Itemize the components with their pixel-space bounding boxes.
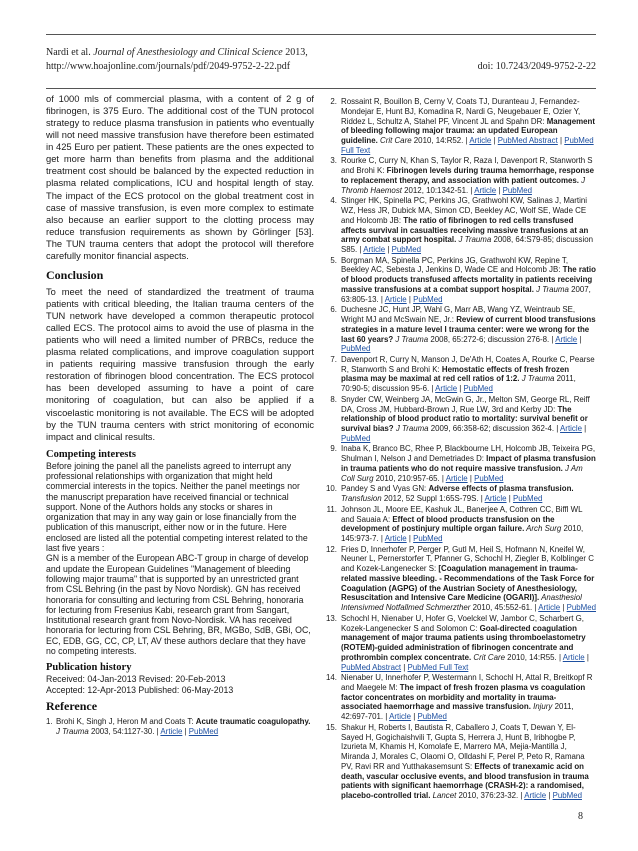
reference-citation: 2009, 66:358-62; discussion 362-4. | <box>428 424 561 434</box>
reference-journal: J Am Coll Surg <box>341 463 583 483</box>
reference-item-14: 14. Nienaber U, Innerhofer P, Westermann I, Schochl H, Attal R, Breitkopf R and Maegele M: The impact of fresh frozen plasma vs coagulation factor concentrates on morbidity and mortality in trauma-associated haemorrhage and massive transfusion. Injury 2011, 42:697-701. | Article | PubMed <box>326 673 593 722</box>
reference-authors: Fries D, Innerhofer P, Perger P, Gutl M, Heil S, Hofmann N, Kneifel W, Neuner L, Pernerstorfer T, Pfanner G, Schochl H, Ziegler B, Kolblinger C and Kozek-Langenecker S: <box>341 544 594 574</box>
reference-authors: Schochl H, Nienaber U, Hofer G, Voelckel W, Jambor C, Scharbert G, Kozek-Langenecker S and Solomon C: <box>341 613 584 633</box>
reference-journal: Anasthesiol Intensivmed Notfallmed Schmerzther <box>341 593 582 613</box>
reference-link-pubmed-full-text[interactable]: PubMed Full Text <box>341 136 594 155</box>
reference-number: 15. <box>326 722 337 732</box>
reference-authors: Johnson JL, Moore EE, Kashuk JL, Banerjee A, Cothren CC, Biffl WL and Sauaia A: <box>341 504 583 524</box>
reference-title: Management of bleeding following major trauma: an updated European guideline. <box>341 116 595 145</box>
reference-link-article[interactable]: Article <box>469 136 492 145</box>
reference-number: 2. <box>330 97 337 106</box>
competing-interests-heading: Competing interests <box>46 448 136 460</box>
page-number: 8 <box>578 811 583 822</box>
reference-journal: J Trauma <box>456 235 492 245</box>
reference-authors: Nienaber U, Innerhofer P, Westermann I, Schochl H, Attal R, Breitkopf R and Maegele M: <box>341 673 593 692</box>
header-url[interactable]: http://www.hoajonline.com/journals/pdf/2049-9752-2-22.pdf <box>46 61 291 72</box>
reference-journal: J Trauma <box>519 374 555 384</box>
reference-title: The relationship of blood product ratio to mortality: survival benefit or survival bias? <box>341 404 588 434</box>
cost-paragraph: of 1000 mls of commercial plasma, with a content of 2 g of fibrinogen, is 375 Euro. The additional cost of the TUN protocol strategy to reduce plasma transfusion in patients who eventually will not need massive transfusion have therefore been estimated in 425 Euro per patient. These patients are the ones expected to get more harm than benefits from plasma and the additional treatment cost should be balanced by the expected reduction in plasma related complications, ICU and hospital length of stay. The impact of the ECS protocol on the global treatment cost in case of massive transfusion, is even more complex to estimate also because an earlier support to the clotting process may reduce transfusion requirements as shown by Görlinger [53]. The TUN trauma centers that adopt the protocol will therefore carefully monitor financial aspects. <box>46 94 314 261</box>
reference-link-article[interactable]: Article <box>484 494 507 504</box>
reference-link-article[interactable]: Article <box>389 712 412 722</box>
reference-link-article[interactable]: Article <box>384 294 407 304</box>
reference-title: Acute traumatic coagulopathy. <box>195 717 311 727</box>
reference-authors: Rourke C, Curry N, Khan S, Taylor R, Raza I, Davenport R, Stanworth S and Brohi K: <box>341 156 593 176</box>
reference-link-article[interactable]: Article <box>445 473 468 483</box>
reference-item-11: 11. Johnson JL, Moore EE, Kashuk JL, Banerjee A, Cothren CC, Biffl WL and Sauaia A: Effect of blood products transfusion on the development of postinjury multiple organ failure. Arch Surg 2010, 145:973-7. | Article | PubMed <box>326 504 584 544</box>
publication-history-heading: Publication history <box>46 662 132 674</box>
reference-citation: 2011, 42:697-701. | <box>341 702 574 722</box>
reference-journal: J Trauma <box>56 727 89 737</box>
reference-authors: Shakur H, Roberts I, Bautista R, Caballero J, Coats T, Dewan Y, El-Sayed H, Gogichaishvili T, Gupta S, Herrera J, Hunt B, Iribhogbe P, Izurieta M, Khamis H, Komolafe E, Marrero MA, Mejia-Mantilla J, Miranda J, Morales C, Olaomi O, Olldashi F, Perel P, Peto R, Ramana PV, Ravi RR and Yutthakasemsunt S: <box>341 722 585 771</box>
reference-link-article[interactable]: Article <box>363 245 386 255</box>
reference-link-pubmed[interactable]: PubMed <box>512 494 543 504</box>
reference-link-article[interactable]: Article <box>555 334 578 344</box>
reference-citation: 2007, 63:805-13. | <box>341 284 591 304</box>
reference-item-13: 13. Schochl H, Nienaber U, Hofer G, Voelckel W, Jambor C, Scharbert G, Kozek-Langenecker S and Solomon C: Goal-directed coagulation management of major trauma patients using thromboelastometry (ROTEM)-guided administration of fibrinogen concentrate and prothrombin complex concentrate. Crit Care 2010, 14:R55. | Article | PubMed Abstract | PubMed Full Text <box>326 613 589 672</box>
reference-authors: Duchesne JC, Hunt JP, Wahl G, Marr AB, Wang YZ, Weintraub SE, Wright MJ and McSwain NE, Jr.: <box>341 305 576 325</box>
publication-history-accepted: Accepted: 12-Apr-2013 Published: 06-May-2013 <box>46 684 234 695</box>
reference-title: Effect of blood products transfusion on the development of postinjury multiple organ failure. <box>341 514 555 534</box>
journal-line <box>46 46 596 60</box>
reference-link-pubmed[interactable]: PubMed <box>502 185 532 195</box>
reference-link-article[interactable]: Article <box>538 603 561 613</box>
reference-title: The ratio of fibrinogen to red cells transfused affects survival in casualties receiving massive transfusions at an army combat support hospital. <box>341 215 589 245</box>
reference-link-pubmed[interactable]: PubMed <box>341 433 371 443</box>
reference-title: [Coagulation management in trauma-related massive bleeding. - Recommendations of the Task Force for Coagulation (AGPG) of the Austrian Society of Anesthesiology, Resuscitation and Intensive Care Medicine (OGARI)]. <box>341 564 595 603</box>
reference-link-article[interactable]: Article <box>160 727 183 737</box>
header-authors: Nardi et al. <box>46 47 91 58</box>
reference-link-pubmed[interactable]: PubMed <box>188 727 219 737</box>
reference-journal: J Thromb Haemost <box>341 175 586 195</box>
reference-citation: 2012, 52 Suppl 1:65S-79S. | <box>381 494 485 504</box>
reference-authors: Stinger HK, Spinella PC, Perkins JG, Grathwohl KW, Salinas J, Martini WZ, Hess JR, Dubick MA, Simon CD, Beekley AC, Wolf SE, Wade CE and Holcomb JB: <box>341 196 588 225</box>
reference-link-pubmed[interactable]: PubMed <box>413 534 443 544</box>
reference-authors: Snyder CW, Weinberg JA, McGwin G, Jr., Melton SM, George RL, Reiff DA, Cross JM, Hubbard-Brown J, Rue LW, 3rd and Kerby JD: <box>341 394 590 414</box>
left-column <box>46 93 314 738</box>
reference-link-article[interactable]: Article <box>524 791 547 801</box>
reference-link-pubmed[interactable]: PubMed <box>391 245 421 255</box>
publication-history-received: Received: 04-Jan-2013 Revised: 20-Feb-2013 <box>46 674 226 685</box>
reference-citation: 2008, 64:S79-85; discussion S85. | <box>341 235 594 255</box>
reference-number: 7. <box>330 354 337 364</box>
reference-item-5: 5. Borgman MA, Spinella PC, Perkins JG, Grathwohl KW, Repine T, Beekley AC, Sebesta J, Jenkins D, Wade CE and Holcomb JB: The ratio of blood products transfused affects mortality in patients receiving massive transfusions at a combat support hospital. J Trauma 2007, 63:805-13. | Article | PubMed <box>326 256 596 305</box>
reference-journal: Lancet <box>430 791 457 801</box>
reference-number: 10. <box>326 484 337 494</box>
reference-citation: 2012, 10:1342-51. | <box>401 185 475 195</box>
reference-link-pubmed-abstract[interactable]: PubMed Abstract <box>497 136 558 145</box>
reference-citation: 2010, 14:R55. | <box>504 652 563 662</box>
reference-number: 6. <box>330 305 337 315</box>
reference-link-pubmed[interactable]: PubMed <box>413 294 443 304</box>
reference-item-3: 3. Rourke C, Curry N, Khan S, Taylor R, Raza I, Davenport R, Stanworth S and Brohi K: Fibrinogen levels during trauma hemorrhage, response to replacement therapy, and association with patient outcomes. J Thromb Haemost 2012, 10:1342-51. | Article | PubMed <box>326 156 596 195</box>
header-journal: Journal of Anesthesiology and Clinical Science <box>93 47 283 58</box>
reference-number: 5. <box>330 255 337 265</box>
references-list <box>326 97 596 802</box>
competing-interests-disclosures: GN is a member of the European ABC-T group in charge of develop and update the European Guidelines "Management of bleeding following major trauma" that is supported by an unrestricted grant from CSL Behring (in the past by Novo Nordisk). GN has received honoraria for consulting and lecturing from CSL Behring, honoraria for lecturing from Fresenius Kabi, research grant from Sangart, Institutional research grant from Novo-Nordisk. VA has received honoraria for lecturing from CSL Behring, BR, MGBo, SdB, GBi, OC, EC, EDB, GG, CC, CP, LT, AV these authors declare that they have no competing interests. <box>46 553 311 657</box>
reference-number: 11. <box>326 504 337 514</box>
reference-number: 14. <box>326 673 337 683</box>
reference-item-10: 10. Pandey S and Vyas GN: Adverse effects of plasma transfusion. Transfusion 2012, 52 Suppl 1:65S-79S. | Article | PubMed <box>326 484 574 504</box>
reference-heading: Reference <box>46 699 98 714</box>
conclusion-heading: Conclusion <box>46 267 104 282</box>
reference-link-pubmed[interactable]: PubMed <box>417 712 447 722</box>
reference-link-pubmed[interactable]: PubMed <box>341 344 371 354</box>
reference-citation: 2011, 70:90-5; discussion 95-6. | <box>341 374 576 394</box>
reference-citation: 2010, 210:957-65. | <box>373 473 446 483</box>
reference-citation: 2003, 54:1127-30. | <box>88 727 161 737</box>
reference-item-7: 7. Davenport R, Curry N, Manson J, De'Ath H, Coates A, Rourke C, Pearse R, Stanworth S and Brohi K: Hemostatic effects of fresh frozen plasma may be maximal at red cell ratios of 1:2. J Trauma 2011, 70:90-5; discussion 95-6. | Article | PubMed <box>326 355 596 394</box>
reference-link-pubmed-abstract[interactable]: PubMed Abstract <box>341 662 402 672</box>
reference-link-article[interactable]: Article <box>474 185 497 195</box>
reference-journal: J Trauma <box>393 334 429 344</box>
reference-link-article[interactable]: Article <box>435 384 458 394</box>
reference-link-pubmed[interactable]: PubMed <box>463 384 493 394</box>
reference-title: Fibrinogen levels during trauma hemorrhage, response to replacement therapy, and association with patient outcomes. <box>341 166 595 185</box>
reference-citation: 2010, 14:R52. | <box>411 136 470 145</box>
header-rule <box>46 88 596 89</box>
reference-title: Review of current blood transfusions strategies in a mature level I trauma center: were we wrong for the last 60 years? <box>341 315 596 344</box>
reference-citation: 2010, 145:973-7. | <box>341 524 584 544</box>
reference-journal: Crit Care <box>471 652 505 662</box>
reference-journal: J Trauma <box>393 424 429 434</box>
reference-number: 8. <box>330 394 337 404</box>
reference-journal: Arch Surg <box>524 524 562 534</box>
page-header <box>46 46 596 80</box>
header-doi: doi: 10.7243/2049-9752-2-22 <box>477 61 596 72</box>
reference-journal: Injury <box>530 702 553 712</box>
conclusion-paragraph: To meet the need of standardized the treatment of trauma patients with critical bleeding, the Italian trauma centers of the TUN network have developed a common therapeutic protocol called ECS. The protocol aims to avoid the use of plasma in the patients who will need a limited number of PRBCs, reduce the plasma related complications, and improve coagulation support in patients requiring massive transfusion through the early restoration of fibrinogen blood concentration. The ECS protocol has been developed assuming to have a point of care monitoring of coagulation, but can also be applied if a viscoelastic monitoring is not available. The ECS will be adopted by the TUN trauma centers with strict monitoring of economic impact and clinical results. <box>46 286 314 442</box>
reference-authors: Pandey S and Vyas GN: <box>341 484 429 494</box>
reference-journal: Transfusion <box>341 494 382 504</box>
reference-item-15: 15. Shakur H, Roberts I, Bautista R, Caballero J, Coats T, Dewan Y, El-Sayed H, Gogichaishvili T, Gupta S, Herrera J, Hunt B, Iribhogbe P, Izurieta M, Khamis H, Komolafe E, Marrero MA, Mejia-Mantilla J, Miranda J, Morales C, Olaomi O, Olldashi F, Perel P, Peto R, Ramana PV, Ravi RR and Yutthakasemsunt S: Effects of tranexamic acid on death, vascular occlusive events, and blood transfusion in trauma patients with significant haemorrhage (CRASH-2): a randomised, placebo-controlled trial. Lancet 2010, 376:23-32. | Article | PubMed <box>326 722 589 801</box>
reference-item-1: 1. Brohi K, Singh J, Heron M and Coats T: Acute traumatic coagulopathy. J Trauma 2003, 54:1127-30. | Article | PubMed <box>46 717 311 737</box>
reference-link-pubmed-full-text[interactable]: PubMed Full Text <box>407 662 469 672</box>
reference-item-9: 9. Inaba K, Branco BC, Rhee P, Blackbourne LH, Holcomb JB, Teixeira PG, Shulman I, Nelson J and Demetriades D: Impact of plasma transfusion in trauma patients who do not require massive transfusion. J Am Coll Surg 2010, 210:957-65. | Article | PubMed <box>326 444 596 483</box>
reference-title: The impact of fresh frozen plasma vs coagulation factor concentrates on morbidity and mortality in trauma-associated haemorrhage and massive transfusion. <box>341 682 586 712</box>
top-rule <box>46 34 596 35</box>
header-year: 2013, <box>285 47 308 58</box>
reference-authors: Borgman MA, Spinella PC, Perkins JG, Grathwohl KW, Repine T, Beekley AC, Sebesta J, Jenkins D, Wade CE and Holcomb JB: <box>341 255 569 275</box>
competing-interests-paragraph: Before joining the panel all the panelists agreed to interrupt any professional relationships with organization that might held commercial interests in the topics. Neither the panel meetings nor the manuscript preparation have received financial or technical support. None of the Authors holds any stocks or shares in organization that may in any way gain or lose financially from the publication of this manuscript, either now or in the future. Here enclosed are listed all the potential competing interest related to the last five years : <box>46 460 308 554</box>
reference-title: Goal-directed coagulation management of major trauma patients using thromboelastometry (ROTEM)-guided administration of fibrinogen concentrate and prothrombin complex concentrate. <box>341 623 586 662</box>
reference-journal: Crit Care <box>377 136 412 145</box>
reference-link-pubmed[interactable]: PubMed <box>566 603 597 613</box>
reference-title: Hemostatic effects of fresh frozen plasma may be maximal at red cell ratios of 1:2. <box>341 364 570 384</box>
reference-item-12: 12. Fries D, Innerhofer P, Perger P, Gutl M, Heil S, Hofmann N, Kneifel W, Neuner L, Pernerstorfer T, Pfanner G, Schochl H, Ziegler B, Kolblinger C and Kozek-Langenecker S: [Coagulation management in trauma-related massive bleeding. - Recommendations of the Task Force for Coagulation (AGPG) of the Austrian Society of Anesthesiology, Resuscitation and Intensive Care Medicine (OGARI)]. Anasthesiol Intensivmed Notfallmed Schmerzther 2010, 45:552-61. | Article | PubMed <box>326 544 597 613</box>
reference-item-8: 8. Snyder CW, Weinberg JA, McGwin G, Jr., Melton SM, George RL, Reiff DA, Cross JM, Hubbard-Brown J, Rue LW, 3rd and Kerby JD: The relationship of blood product ratio to mortality: survival benefit or survival bias? J Trauma 2009, 66:358-62; discussion 362-4. | Article | PubMed <box>326 395 596 444</box>
reference-citation: 2008, 65:272-6; discussion 276-8. | <box>428 334 556 344</box>
reference-link-pubmed[interactable]: PubMed <box>552 791 582 801</box>
reference-number: 9. <box>330 444 337 454</box>
reference-number: 13. <box>326 613 337 623</box>
reference-journal: J Trauma <box>533 284 569 294</box>
reference-citation: 2010, 376:23-32. | <box>456 791 525 801</box>
reference-item-4: 4. Stinger HK, Spinella PC, Perkins JG, Grathwohl KW, Salinas J, Martini WZ, Hess JR, Dubick MA, Simon CD, Beekley AC, Wolf SE, Wade CE and Holcomb JB: The ratio of fibrinogen to red cells transfused affects survival in casualties receiving massive transfusions at an army combat support hospital. J Trauma 2008, 64:S79-85; discussion S85. | Article | PubMed <box>326 196 596 255</box>
reference-authors: Davenport R, Curry N, Manson J, De'Ath H, Coates A, Rourke C, Pearse R, Stanworth S and Brohi K: <box>341 354 595 374</box>
reference-link-article[interactable]: Article <box>384 534 407 544</box>
reference-authors: Inaba K, Branco BC, Rhee P, Blackbourne LH, Holcomb JB, Teixeira PG, Shulman I, Nelson J and Demetriades D: <box>341 444 596 464</box>
reference-number: 1. <box>46 717 53 727</box>
reference-link-article[interactable]: Article <box>562 652 585 662</box>
reference-number: 3. <box>330 156 337 166</box>
reference-title: Adverse effects of plasma transfusion. <box>428 484 574 494</box>
reference-number: 12. <box>326 544 337 554</box>
reference-number: 4. <box>330 196 337 206</box>
reference-link-pubmed[interactable]: PubMed <box>474 473 504 483</box>
reference-item-6: 6. Duchesne JC, Hunt JP, Wahl G, Marr AB, Wang YZ, Weintraub SE, Wright MJ and McSwain NE, Jr.: Review of current blood transfusions strategies in a mature level I trauma center: were we wrong for the last 60 years? J Trauma 2008, 65:272-6; discussion 276-8. | Article | PubMed <box>326 305 596 354</box>
reference-title: Effects of tranexamic acid on death, vascular occlusive events, and blood transfusion in trauma patients with significant haemorrhage (CRASH-2): a randomised, placebo-controlled trial. <box>341 761 589 801</box>
reference-citation: 2010, 45:552-61. | <box>470 603 539 613</box>
reference-item-2: 2. Rossaint R, Bouillon B, Cerny V, Coats TJ, Duranteau J, Fernandez-Mondejar E, Hunt BJ, Komadina R, Nardi G, Neugebauer E, Ozier Y, Riddez L, Schultz A, Stahel PF, Vincent JL and Spahn DR: Management of bleeding following major trauma: an updated European guideline. Crit Care 2010, 14:R52. | Article | PubMed Abstract | PubMed Full Text <box>326 97 596 156</box>
reference-authors: Brohi K, Singh J, Heron M and Coats T: <box>56 717 196 727</box>
reference-title: Impact of plasma transfusion in trauma patients who do not require massive transfusion. <box>341 454 596 473</box>
reference-link-article[interactable]: Article <box>560 424 582 434</box>
reference-title: The ratio of blood products transfused affects mortality in patients receiving massive transfusions at a combat support hospital. <box>341 265 596 294</box>
reference-authors: Rossaint R, Bouillon B, Cerny V, Coats TJ, Duranteau J, Fernandez-Mondejar E, Hunt BJ, Komadina R, Nardi G, Neugebauer E, Ozier Y, Riddez L, Schultz A, Stahel PF, Vincent JL and Spahn DR: <box>341 97 581 126</box>
